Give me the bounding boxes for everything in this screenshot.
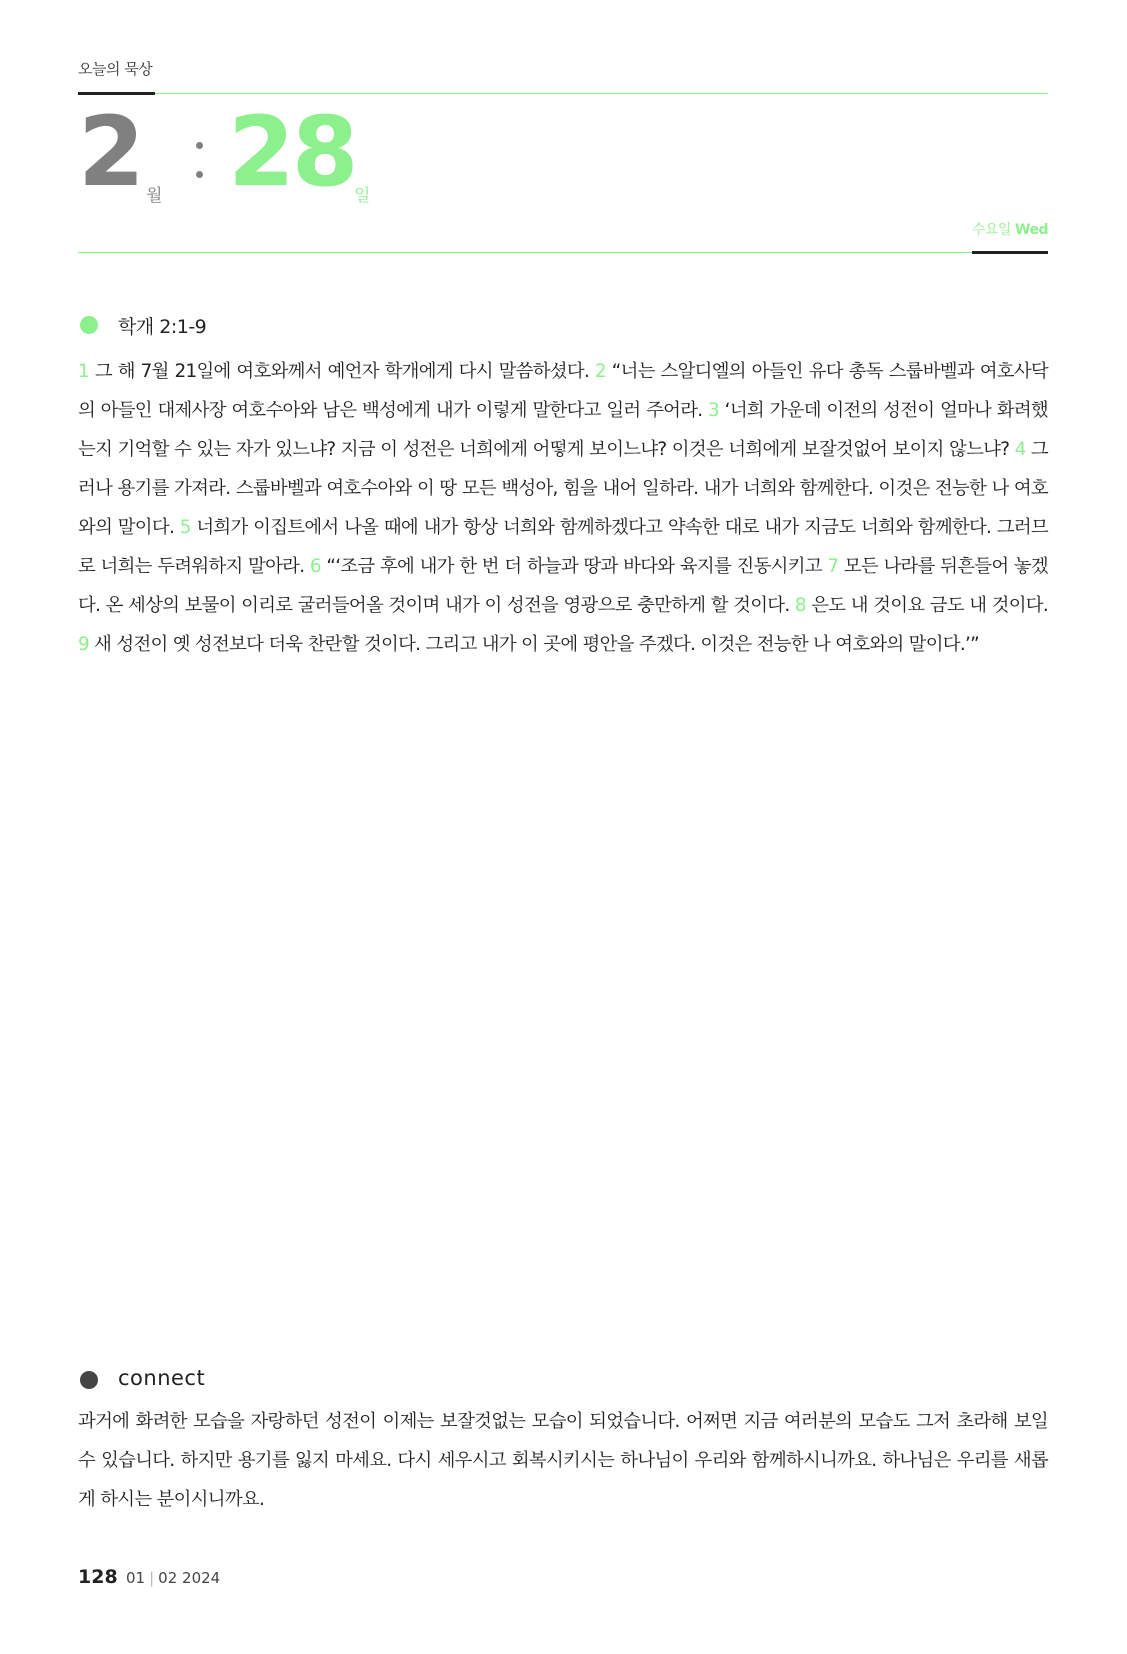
verse-number: 7 (827, 556, 839, 577)
header-rule-accent (972, 251, 1048, 254)
verse-text: 은도 내 것이요 금도 내 것이다. (805, 595, 1048, 616)
header-rule (78, 252, 1048, 253)
verse-text: “‘조금 후에 내가 한 번 더 하늘과 땅과 바다와 육지를 진동시키고 (320, 556, 828, 577)
verse-number: 6 (309, 556, 321, 577)
day-unit: 일 (354, 186, 371, 206)
weekday (972, 219, 1048, 239)
verse-number: 5 (179, 517, 191, 538)
verse-number: 2 (594, 361, 606, 382)
connect-bullet-icon (80, 1371, 98, 1389)
verse-text: ‘너희 가운데 이전의 성전이 얼마나 화려했는지 기억할 수 있는 자가 있느냐? 지금 이 성전은 너희에게 어떻게 보이느냐? 이것은 너희에게 보잘것없어 보이지 않느냐? (78, 400, 1048, 460)
verse-number: 3 (708, 400, 720, 421)
verse-text: 새 성전이 옛 성전보다 더욱 찬란할 것이다. 그리고 내가 이 곳에 평안을 주겠다. 이것은 전능한 나 여호와의 말이다.’” (89, 634, 979, 655)
scripture-text (78, 352, 1048, 664)
verse-text: 그 해 7월 21일에 여호와께서 예언자 학개에게 다시 말씀하셨다. (89, 361, 595, 382)
verse-number: 4 (1014, 439, 1026, 460)
month-unit: 월 (146, 186, 163, 206)
passage-reference: 학개 2:1-9 (118, 316, 207, 338)
top-rule-accent (78, 92, 155, 95)
verse-number: 1 (78, 361, 90, 382)
issue-separator: | (149, 1569, 155, 1587)
top-rule (78, 93, 1048, 94)
verse-number: 8 (794, 595, 806, 616)
weekday-en: Wed (1015, 222, 1048, 238)
verse-text: 그러나 용기를 가져라. 스룹바벨과 여호수아와 이 땅 모든 백성아, 힘을 내어 일하라. 내가 너희와 함께한다. 이것은 전능한 나 여호와의 말이다. (78, 439, 1048, 538)
day-number: 28 (228, 96, 356, 208)
issue-month-end: 02 (158, 1569, 178, 1587)
issue-month-start: 01 (126, 1569, 146, 1587)
month-number: 2 (78, 96, 142, 208)
issue-info (126, 1569, 220, 1587)
connect-title: connect (118, 1366, 206, 1390)
date-colon (196, 142, 205, 200)
section-label: 오늘의 묵상 (78, 60, 153, 78)
verse-number: 9 (78, 634, 90, 655)
verse-text: “너는 스알디엘의 아들인 유다 총독 스룹바벨과 여호사닥의 아들인 대제사장 여호수아와 남은 백성에게 내가 이렇게 말한다고 일러 주어라. (78, 361, 1048, 421)
verse-text: 모든 나라를 뒤흔들어 놓겠다. 온 세상의 보물이 이리로 굴러들어올 것이며 내가 이 성전을 영광으로 충만하게 할 것이다. (78, 556, 1049, 616)
page-number: 128 (78, 1566, 118, 1588)
weekday-ko: 수요일 (972, 222, 1012, 238)
connect-body: 과거에 화려한 모습을 자랑하던 성전이 이제는 보잘것없는 모습이 되었습니다. 어쩌면 지금 여러분의 모습도 그저 초라해 보일 수 있습니다. 하지만 용기를 잃지 마세요. 다시 세우시고 회복시키시는 하나님이 우리와 함께하시니까요. 하나님은 우리를 새롭게 하시는 분이시니까요. (78, 1411, 1048, 1510)
verse-text: 너희가 이집트에서 나올 때에 내가 항상 너희와 함께하겠다고 약속한 대로 내가 지금도 너희와 함께한다. 그러므로 너희는 두려워하지 말아라. (78, 517, 1048, 577)
passage-bullet-icon (80, 316, 98, 334)
issue-year: 2024 (182, 1569, 221, 1587)
